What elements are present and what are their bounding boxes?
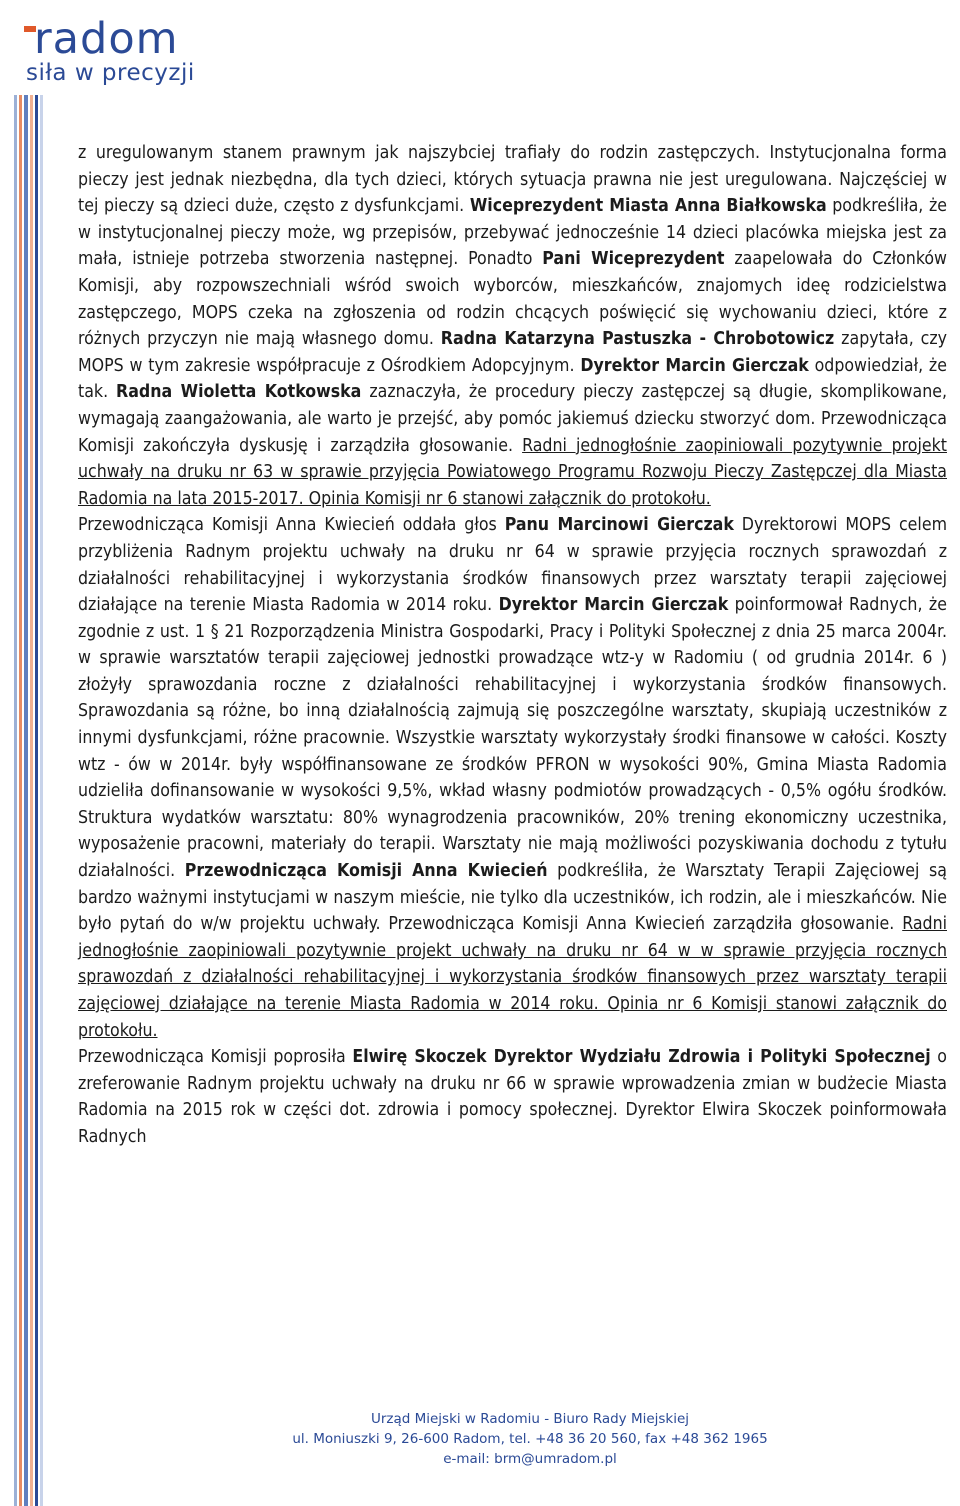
text-run: podkreśliła, że Warsztaty Terapii Zajęciowej są bardzo ważnymi instytucjami w naszym mieście, nie tylko dla uczestników, ich rodzin, ale i mieszkańców. Nie było pytań do w/w projektu uchwały. Przewodnicząca Komisji Anna Kwiecień zarządziła głosowanie. <box>78 861 947 935</box>
paragraph-3 <box>78 1044 947 1150</box>
text-run: z uregulowanym stanem prawnym jak najszybciej trafiały do rodzin zastępczych. Instytucjonalna forma pieczy jest jednak niezbędna, dla tych dzieci, których sytuacja prawna nie jest uregulowana. Najczęściej w tej pieczy są dzieci duże, często z dysfunkcjami. <box>78 143 947 217</box>
footer-office: Urząd Miejski w Radomiu - Biuro Rady Miejskiej <box>370 1411 690 1427</box>
footer-address: ul. Moniuszki 9, 26-600 Radom, tel. +48 36 20 560, fax +48 362 1965 <box>292 1431 768 1447</box>
stripe-3 <box>24 95 28 1506</box>
logo-wordmark: radom <box>34 14 179 64</box>
stripe-2 <box>19 95 22 1506</box>
text-run: zaznaczyła, że procedury pieczy zastępczej są długie, skomplikowane, wymagają zaangażowania, ale warto je przejść, aby pomóc jakiemuś dziecku stworzyć dom. Przewodnicząca Komisji zakończyła dyskusję i zarządziła głosowanie. <box>78 382 947 456</box>
resolution-text: Radni jednogłośnie zaopiniowali pozytywnie projekt uchwały na druku nr 64 w w sprawie przyjęcia rocznych sprawozdań z działalności rehabilitacyjnej i wykorzystania środków finansowych przez warsztaty terapii zajęciowej działające na terenie Miasta Radomia w 2014 roku. Opinia nr 6 Komisji stanowi załącznik do protokołu. <box>78 914 947 1041</box>
document-body <box>78 140 947 1151</box>
paragraph-2 <box>78 512 947 1044</box>
speaker-name: Radna Wioletta Kotkowska <box>116 382 362 403</box>
speaker-name: Radna Katarzyna Pastuszka - Chrobotowicz <box>440 329 835 350</box>
stripe-5 <box>35 95 38 1506</box>
speaker-name: Dyrektor Marcin Gierczak <box>580 355 809 376</box>
text-run: odpowiedział, że tak. <box>78 355 947 403</box>
text-run: zapytała, czy MOPS w tym zakresie współpracuje z Ośrodkiem Adopcyjnym. <box>78 329 947 376</box>
logo-tagline: siła w precyzji <box>26 60 195 86</box>
decorative-stripes <box>14 95 44 1506</box>
speaker-name: Elwirę Skoczek Dyrektor Wydziału Zdrowia i Polityki Społecznej <box>352 1047 931 1068</box>
speaker-name: Dyrektor Marcin Gierczak <box>498 595 729 616</box>
text-run: Przewodnicząca Komisji poprosiła <box>78 1047 353 1068</box>
speaker-name: Panu Marcinowi Gierczak <box>504 515 734 536</box>
radom-logo <box>24 14 214 84</box>
text-run: zaapelowała do Członków Komisji, aby rozpowszechniali wśród swoich wyborców, mieszkańców, znajomych ideę rodzicielstwa zastępczego, MOPS czeka na zgłoszenia od rodzin chcących poświęcić się wychowaniu dzieci, które z różnych przyczyn nie mają własnego domu. <box>78 249 947 350</box>
speaker-name: Wiceprezydent Miasta Anna Białkowska <box>469 196 827 217</box>
text-run: podkreśliła, że w instytucjonalnej pieczy może, wg przepisów, przebywać jednocześnie 14 dzieci placówka miejska jest za mała, istnieje potrzeba stworzenia następnej. Ponadto <box>78 196 947 270</box>
stripe-4 <box>30 95 33 1506</box>
text-run: Przewodnicząca Komisji Anna Kwiecień oddała głos <box>78 515 505 536</box>
footer-email: e-mail: brm@umradom.pl <box>443 1451 617 1467</box>
resolution-text: Radni jednogłośnie zaopiniowali pozytywnie projekt uchwały na druku nr 63 w sprawie przyjęcia Powiatowego Programu Rozwoju Pieczy Zastępczej dla Miasta Radomia na lata 2015-2017. Opinia Komisji nr 6 stanowi załącznik do protokołu. <box>78 435 947 509</box>
text-run: o zreferowanie Radnym projektu uchwały na druku nr 66 w sprawie wprowadzenia zmian w budżecie Miasta Radomia na 2015 rok w części dot. zdrowia i pomocy społecznej. Dyrektor Elwira Skoczek poinformowała Radnych <box>78 1047 947 1147</box>
stripe-6 <box>40 95 43 1506</box>
text-run: Dyrektorowi MOPS celem przybliżenia Radnym projektu uchwały na druku nr 64 w sprawie przyjęcia rocznych sprawozdań z działalności rehabilitacyjnej i wykorzystania środków finansowych przez warsztaty terapii zajęciowej działające na terenie Miasta Radomia w 2014 roku. <box>78 515 947 616</box>
text-run: poinformował Radnych, że zgodnie z ust. 1 § 21 Rozporządzenia Ministra Gospodarki, Pracy i Polityki Społecznej z dnia 25 marca 2004r. w sprawie warsztatów terapii zajęciowej jednostki prowadzące wtz-y w Radomiu ( od grudnia 2014r. 6 ) złożyły sprawozdania roczne z działalności rehabilitacyjnej i wykorzystania środków finansowych. Sprawozdania są różne, bo inną działalnością zajmują się poszczególne warsztaty, skupiają uczestników z innymi dysfunkcjami, różne pracownie. Wszystkie warsztaty wykorzystały środki finansowe w całości. Koszty wtz - ów w 2014r. były współfinansowane ze środków PFRON w wysokości 90%, Gmina Miasta Radomia udzieliła dofinansowanie w wysokości 9,5%, wkład własny podmiotów prowadzących - 0,5% ogółu środków. Struktura wydatków warsztatu: 80% wynagrodzenia pracowników, 20% trening ekonomiczny uczestnika, wyposażenie pracowni, materiały do terapii. Warsztaty nie mają możliwości pozyskiwania dochodu z tytułu działalności. <box>78 595 947 882</box>
speaker-name: Przewodnicząca Komisji Anna Kwiecień <box>184 861 548 882</box>
stripe-1 <box>14 95 17 1506</box>
page-footer <box>270 1409 790 1469</box>
speaker-name: Pani Wiceprezydent <box>542 249 725 270</box>
paragraph-1 <box>78 140 947 512</box>
